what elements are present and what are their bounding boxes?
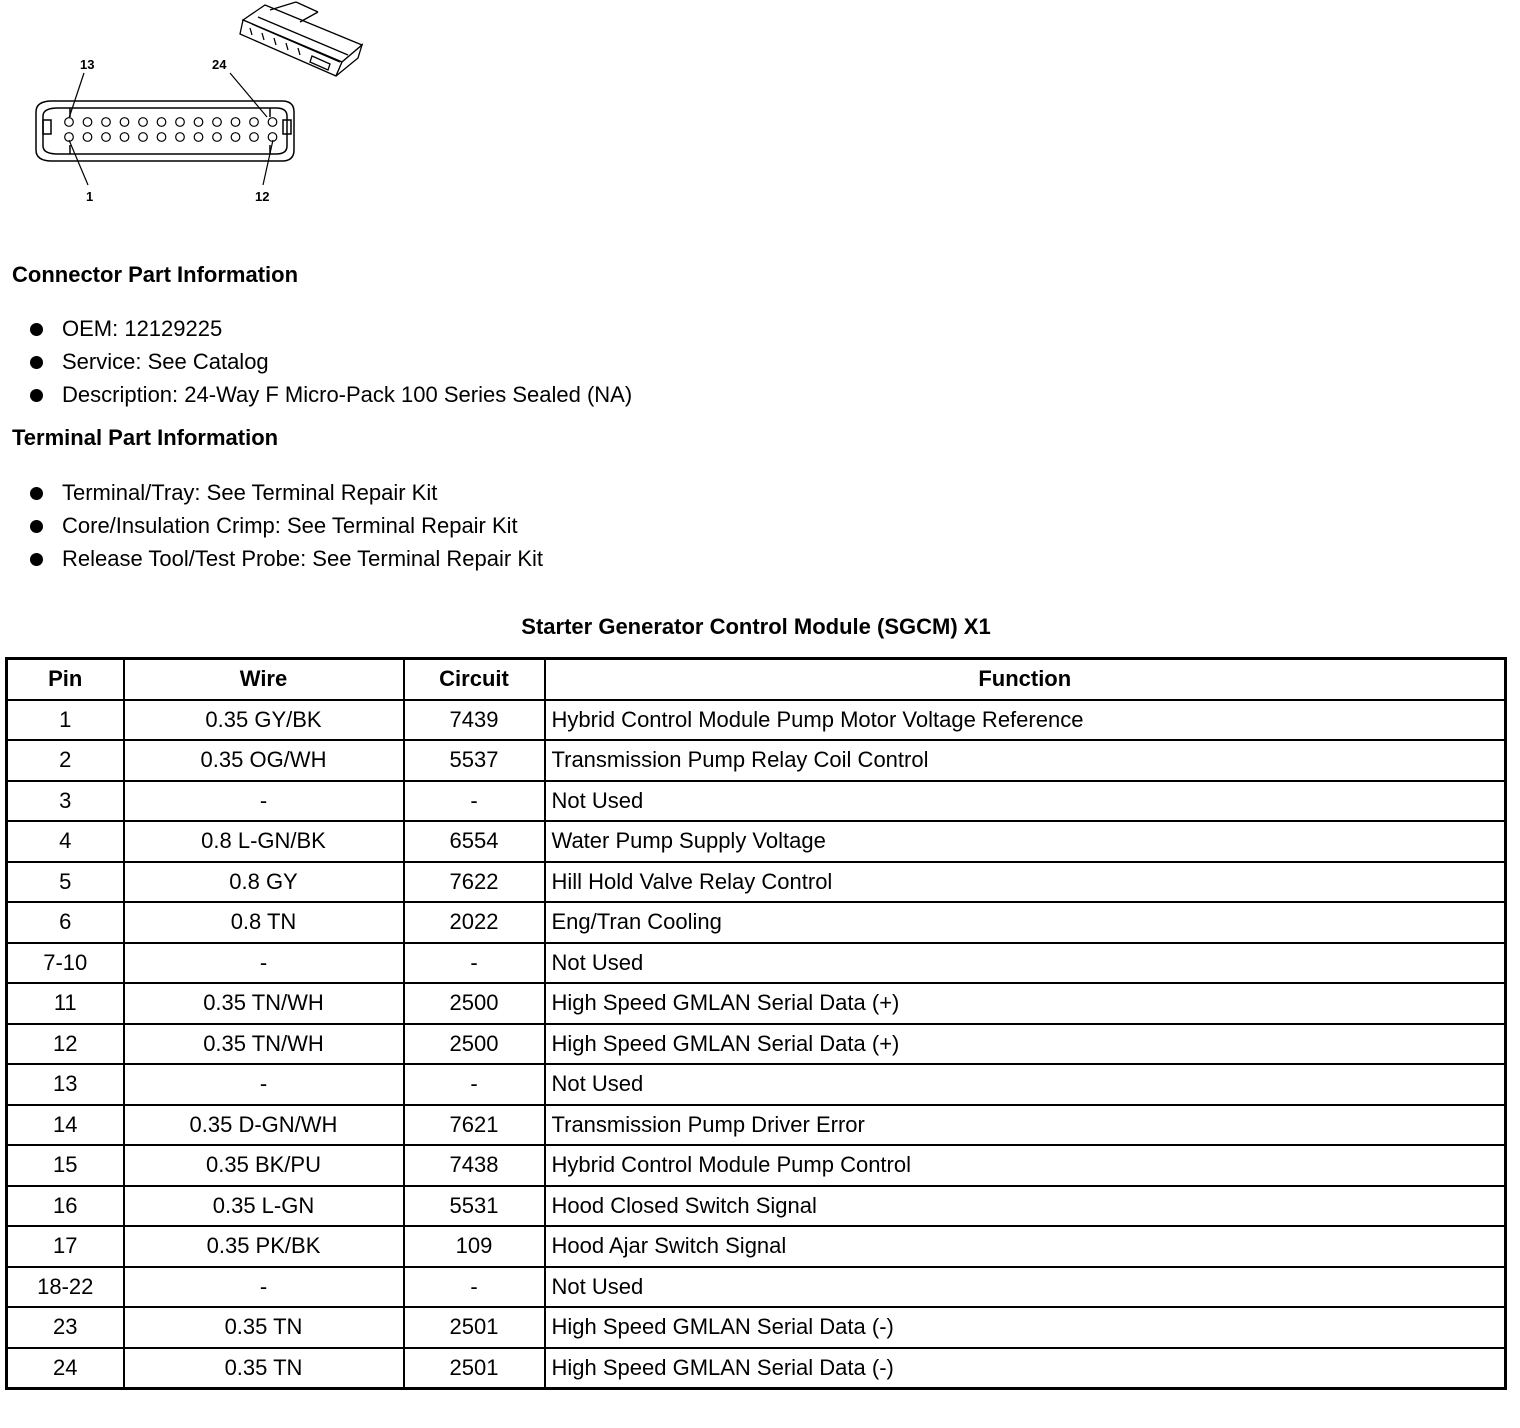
function-cell: Hybrid Control Module Pump Motor Voltage Reference (545, 700, 1506, 741)
connector-isometric-icon (240, 2, 362, 76)
function-cell: Hybrid Control Module Pump Control (545, 1145, 1506, 1186)
table-row (7, 821, 1506, 862)
table-row (7, 1105, 1506, 1146)
wire-cell: 0.35 BK/PU (124, 1145, 404, 1186)
pin-hole (120, 133, 129, 142)
pin-leader-lines (69, 73, 273, 185)
pin-label-12: 12 (255, 189, 270, 204)
pin-cell: 18-22 (7, 1267, 124, 1308)
pin-hole (231, 133, 240, 142)
table-row (7, 1186, 1506, 1227)
function-cell: Not Used (545, 781, 1506, 822)
function-cell: Not Used (545, 943, 1506, 984)
column-header-wire: Wire (124, 659, 404, 700)
column-header-circuit: Circuit (404, 659, 545, 700)
wire-cell: 0.35 GY/BK (124, 700, 404, 741)
list-item: Service: See Catalog (30, 348, 632, 381)
list-item: Terminal/Tray: See Terminal Repair Kit (30, 479, 543, 512)
circuit-cell: - (404, 781, 545, 822)
wire-cell: 0.8 L-GN/BK (124, 821, 404, 862)
table-row (7, 1064, 1506, 1105)
wire-cell: 0.35 TN (124, 1348, 404, 1389)
pin-hole (83, 133, 92, 142)
pin-label-24: 24 (212, 57, 227, 72)
table-row (7, 943, 1506, 984)
circuit-cell: - (404, 1064, 545, 1105)
pin-cell: 23 (7, 1307, 124, 1348)
pin-hole (213, 133, 222, 142)
circuit-cell: 7622 (404, 862, 545, 903)
bullet-icon (30, 389, 43, 402)
wire-cell: 0.35 L-GN (124, 1186, 404, 1227)
table-row (7, 1348, 1506, 1389)
function-cell: Transmission Pump Driver Error (545, 1105, 1506, 1146)
function-cell: Hill Hold Valve Relay Control (545, 862, 1506, 903)
pin-hole (250, 118, 259, 127)
pin-hole (231, 118, 240, 127)
wire-cell: - (124, 1064, 404, 1105)
terminal-part-info-heading: Terminal Part Information (12, 425, 279, 450)
pin-hole (65, 118, 74, 127)
function-cell: Not Used (545, 1064, 1506, 1105)
terminal-part-info-list (30, 479, 543, 578)
pin-hole (139, 133, 148, 142)
pin-hole (213, 118, 222, 127)
table-row (7, 700, 1506, 741)
pin-hole (250, 133, 259, 142)
pin-cell: 2 (7, 740, 124, 781)
pin-hole (194, 118, 203, 127)
table-header-row (7, 659, 1506, 700)
list-item: OEM: 12129225 (30, 315, 632, 348)
bullet-icon (30, 487, 43, 500)
wire-cell: 0.35 TN (124, 1307, 404, 1348)
pin-cell: 4 (7, 821, 124, 862)
pin-cell: 7-10 (7, 943, 124, 984)
circuit-cell: - (404, 943, 545, 984)
wire-cell: 0.35 TN/WH (124, 1024, 404, 1065)
pin-cell: 3 (7, 781, 124, 822)
pin-label-13: 13 (80, 57, 95, 72)
pin-hole (157, 133, 166, 142)
pin-cell: 24 (7, 1348, 124, 1389)
table-row (7, 781, 1506, 822)
table-row (7, 1024, 1506, 1065)
table-row (7, 1267, 1506, 1308)
circuit-cell: 5537 (404, 740, 545, 781)
table-row (7, 983, 1506, 1024)
circuit-cell: 2501 (404, 1348, 545, 1389)
pin-label-1: 1 (86, 189, 94, 204)
bullet-icon (30, 356, 43, 369)
pin-holes (65, 118, 277, 142)
pin-hole (268, 118, 277, 127)
function-cell: Hood Closed Switch Signal (545, 1186, 1506, 1227)
pin-cell: 14 (7, 1105, 124, 1146)
wire-cell: - (124, 1267, 404, 1308)
function-cell: Hood Ajar Switch Signal (545, 1226, 1506, 1267)
column-header-function: Function (545, 659, 1506, 700)
pin-hole (139, 118, 148, 127)
wire-cell: 0.8 GY (124, 862, 404, 903)
pin-hole (194, 133, 203, 142)
pin-hole (83, 118, 92, 127)
function-cell: High Speed GMLAN Serial Data (-) (545, 1348, 1506, 1389)
function-cell: Water Pump Supply Voltage (545, 821, 1506, 862)
function-cell: High Speed GMLAN Serial Data (+) (545, 983, 1506, 1024)
circuit-cell: 7621 (404, 1105, 545, 1146)
pin-cell: 1 (7, 700, 124, 741)
pin-hole (120, 118, 129, 127)
circuit-cell: 2500 (404, 983, 545, 1024)
pin-cell: 15 (7, 1145, 124, 1186)
bullet-icon (30, 553, 43, 566)
circuit-cell: - (404, 1267, 545, 1308)
function-cell: Transmission Pump Relay Coil Control (545, 740, 1506, 781)
circuit-cell: 2022 (404, 902, 545, 943)
pin-hole (157, 118, 166, 127)
wire-cell: 0.35 D-GN/WH (124, 1105, 404, 1146)
wire-cell: - (124, 943, 404, 984)
function-cell: High Speed GMLAN Serial Data (+) (545, 1024, 1506, 1065)
wire-cell: - (124, 781, 404, 822)
circuit-cell: 109 (404, 1226, 545, 1267)
circuit-cell: 7439 (404, 700, 545, 741)
connector-face-diagram (0, 0, 380, 215)
function-cell: High Speed GMLAN Serial Data (-) (545, 1307, 1506, 1348)
table-row (7, 1145, 1506, 1186)
wire-cell: 0.35 OG/WH (124, 740, 404, 781)
column-header-pin: Pin (7, 659, 124, 700)
circuit-cell: 5531 (404, 1186, 545, 1227)
list-item: Description: 24-Way F Micro-Pack 100 Series Sealed (NA) (30, 381, 632, 414)
wire-cell: 0.35 PK/BK (124, 1226, 404, 1267)
pin-hole (176, 118, 185, 127)
list-item: Release Tool/Test Probe: See Terminal Repair Kit (30, 545, 543, 578)
table-row (7, 902, 1506, 943)
list-item: Core/Insulation Crimp: See Terminal Repair Kit (30, 512, 543, 545)
circuit-cell: 2501 (404, 1307, 545, 1348)
table-row (7, 1226, 1506, 1267)
wire-cell: 0.35 TN/WH (124, 983, 404, 1024)
bullet-icon (30, 323, 43, 336)
bullet-icon (30, 520, 43, 533)
pin-cell: 6 (7, 902, 124, 943)
pin-cell: 12 (7, 1024, 124, 1065)
connector-part-info-heading: Connector Part Information (12, 262, 299, 287)
wire-cell: 0.8 TN (124, 902, 404, 943)
connector-part-info-list (30, 315, 632, 414)
table-row (7, 740, 1506, 781)
pin-cell: 17 (7, 1226, 124, 1267)
pin-hole (102, 118, 111, 127)
table-row (7, 862, 1506, 903)
table-title: Starter Generator Control Module (SGCM) X1 (521, 614, 991, 639)
function-cell: Eng/Tran Cooling (545, 902, 1506, 943)
circuit-cell: 6554 (404, 821, 545, 862)
table-row (7, 1307, 1506, 1348)
circuit-cell: 2500 (404, 1024, 545, 1065)
pin-cell: 16 (7, 1186, 124, 1227)
pin-cell: 11 (7, 983, 124, 1024)
function-cell: Not Used (545, 1267, 1506, 1308)
pin-hole (102, 133, 111, 142)
pin-hole (176, 133, 185, 142)
pin-cell: 5 (7, 862, 124, 903)
circuit-cell: 7438 (404, 1145, 545, 1186)
pin-cell: 13 (7, 1064, 124, 1105)
pinout-table (5, 657, 1507, 1390)
